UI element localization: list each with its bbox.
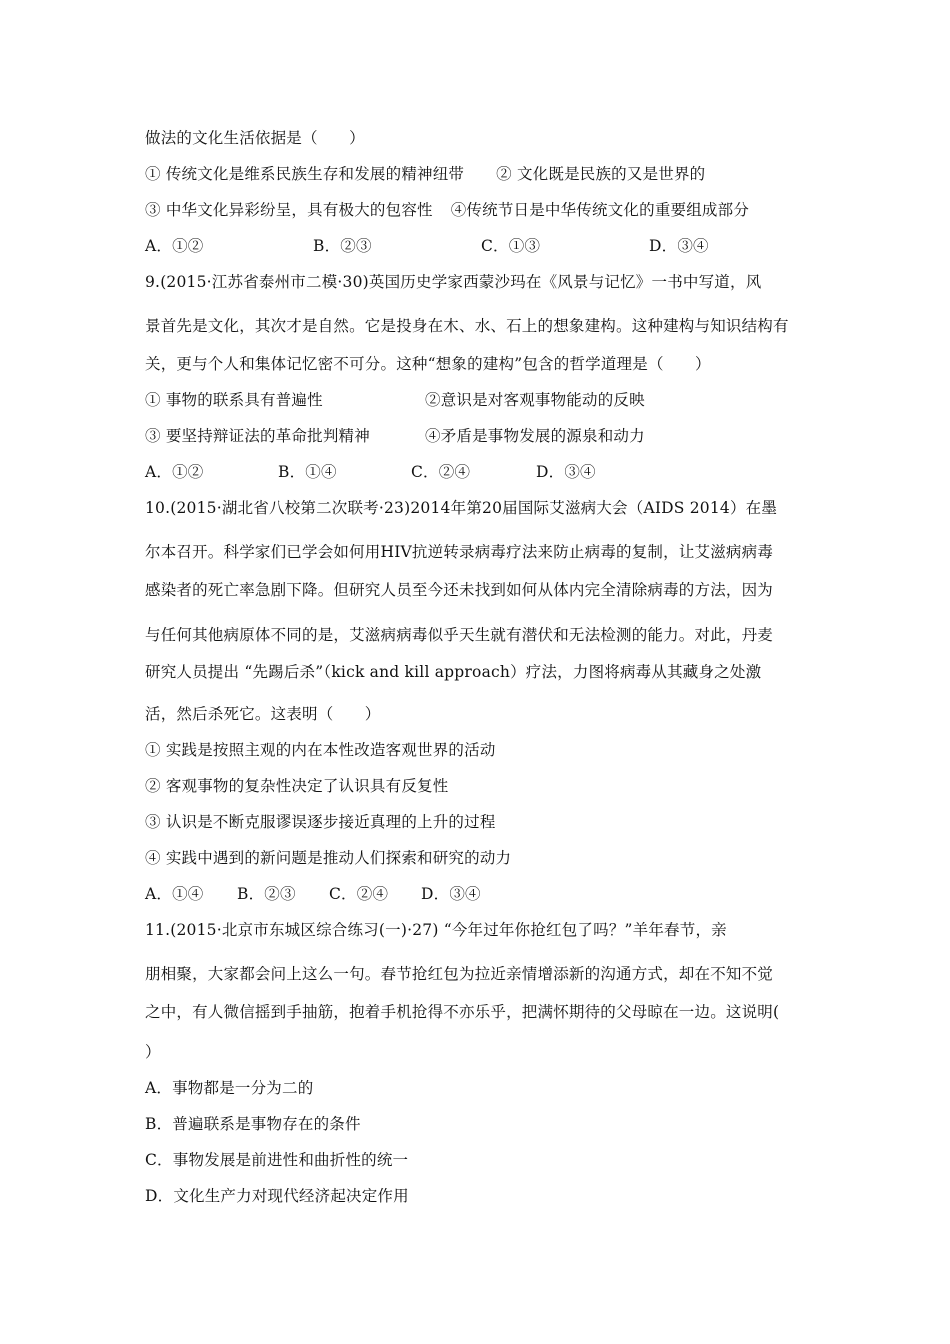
q11-option-c: C．事物发展是前进性和曲折性的统一 bbox=[145, 1151, 409, 1169]
q10-line-5: 研究人员提出 “先踢后杀”（kick and kill approach）疗法，力图将病毒从其藏身之处激 bbox=[145, 663, 762, 681]
q10-choice-d: D．③④ bbox=[421, 885, 481, 903]
q10-line-3: 感染者的死亡率急剧下降。但研究人员至今还未找到如何从体内完全清除病毒的方法，因为 bbox=[145, 581, 774, 599]
q9-choice-c: C．②④ bbox=[411, 463, 471, 481]
q10-line-2: 尔本召开。科学家们已学会如何用HIV抗逆转录病毒疗法来防止病毒的复制，让艾滋病病毒 bbox=[145, 543, 774, 561]
q10-choices bbox=[145, 884, 481, 904]
q10-choice-c: C．②④ bbox=[329, 885, 389, 903]
q9-option-3: ③ 要坚持辩证法的革命批判精神 bbox=[145, 427, 370, 445]
q11-option-a: A．事物都是一分为二的 bbox=[145, 1079, 314, 1097]
q8-options-row-2 bbox=[145, 200, 749, 220]
q11-option-d: D．文化生产力对现代经济起决定作用 bbox=[145, 1187, 409, 1205]
q11-line-3: 之中，有人微信摇到手抽筋，抱着手机抢得不亦乐乎，把满怀期待的父母晾在一边。这说明( bbox=[145, 1003, 780, 1021]
q10-option-3: ③ 认识是不断克服谬误逐步接近真理的上升的过程 bbox=[145, 813, 496, 831]
q8-option-4: ④传统节日是中华传统文化的重要组成部分 bbox=[450, 201, 750, 219]
q10-option-4: ④ 实践中遇到的新问题是推动人们探索和研究的动力 bbox=[145, 849, 512, 867]
q8-option-1: ① 传统文化是维系民族生存和发展的精神纽带 bbox=[145, 165, 465, 183]
q11-line-2: 朋相聚，大家都会问上这么一句。春节抢红包为拉近亲情增添新的沟通方式，却在不知不觉 bbox=[145, 965, 774, 983]
q9-option-2: ②意识是对客观事物能动的反映 bbox=[425, 391, 645, 409]
q9-choice-d: D．③④ bbox=[536, 463, 596, 481]
q11-line-4: ） bbox=[145, 1043, 161, 1061]
q9-choices bbox=[145, 462, 596, 482]
q10-line-1: 10.(2015·湖北省八校第二次联考·23)2014年第20届国际艾滋病大会（AIDS 2014）在墨 bbox=[145, 499, 778, 517]
q9-line-2: 景首先是文化，其次才是自然。它是投身在木、水、石上的想象建构。这种建构与知识结构有 bbox=[145, 317, 789, 335]
q9-option-1: ① 事物的联系具有普遍性 bbox=[145, 391, 323, 409]
q9-options-row-1 bbox=[145, 390, 645, 410]
q9-line-3: 关，更与个人和集体记忆密不可分。这种“想象的建构”包含的哲学道理是（ ） bbox=[145, 355, 711, 373]
q10-line-4: 与任何其他病原体不同的是，艾滋病病毒似乎天生就有潜伏和无法检测的能力。对此，丹麦 bbox=[145, 626, 774, 644]
q10-line-6: 活，然后杀死它。这表明（ ） bbox=[145, 705, 381, 723]
q8-option-3: ③ 中华文化异彩纷呈，具有极大的包容性 bbox=[145, 201, 433, 219]
q8-options-row-1 bbox=[145, 164, 705, 184]
q9-option-4: ④矛盾是事物发展的源泉和动力 bbox=[425, 427, 645, 445]
q10-option-1: ① 实践是按照主观的内在本性改造客观世界的活动 bbox=[145, 741, 496, 759]
q9-choice-b: B．①④ bbox=[278, 463, 337, 481]
q9-options-row-2 bbox=[145, 426, 645, 446]
q8-choice-c: C．①③ bbox=[481, 237, 541, 255]
q8-choice-a: A．①② bbox=[145, 237, 204, 255]
q11-line-1: 11.(2015·北京市东城区综合练习(一)·27) “今年过年你抢红包了吗？”羊年春节，亲 bbox=[145, 921, 727, 939]
q8-choices bbox=[145, 236, 709, 256]
q9-choice-a: A．①② bbox=[145, 463, 204, 481]
q9-line-1: 9.(2015·江苏省泰州市二模·30)英国历史学家西蒙沙玛在《风景与记忆》一书中写道，风 bbox=[145, 273, 762, 291]
q10-option-2: ② 客观事物的复杂性决定了认识具有反复性 bbox=[145, 777, 449, 795]
q8-option-2: ② 文化既是民族的又是世界的 bbox=[496, 165, 706, 183]
q10-choice-b: B．②③ bbox=[237, 885, 296, 903]
q8-choice-b: B．②③ bbox=[313, 237, 372, 255]
q8-stem-end: 做法的文化生活依据是（ ） bbox=[145, 129, 365, 147]
q10-choice-a: A．①④ bbox=[145, 885, 204, 903]
q11-option-b: B．普遍联系是事物存在的条件 bbox=[145, 1115, 361, 1133]
q8-choice-d: D．③④ bbox=[649, 237, 709, 255]
